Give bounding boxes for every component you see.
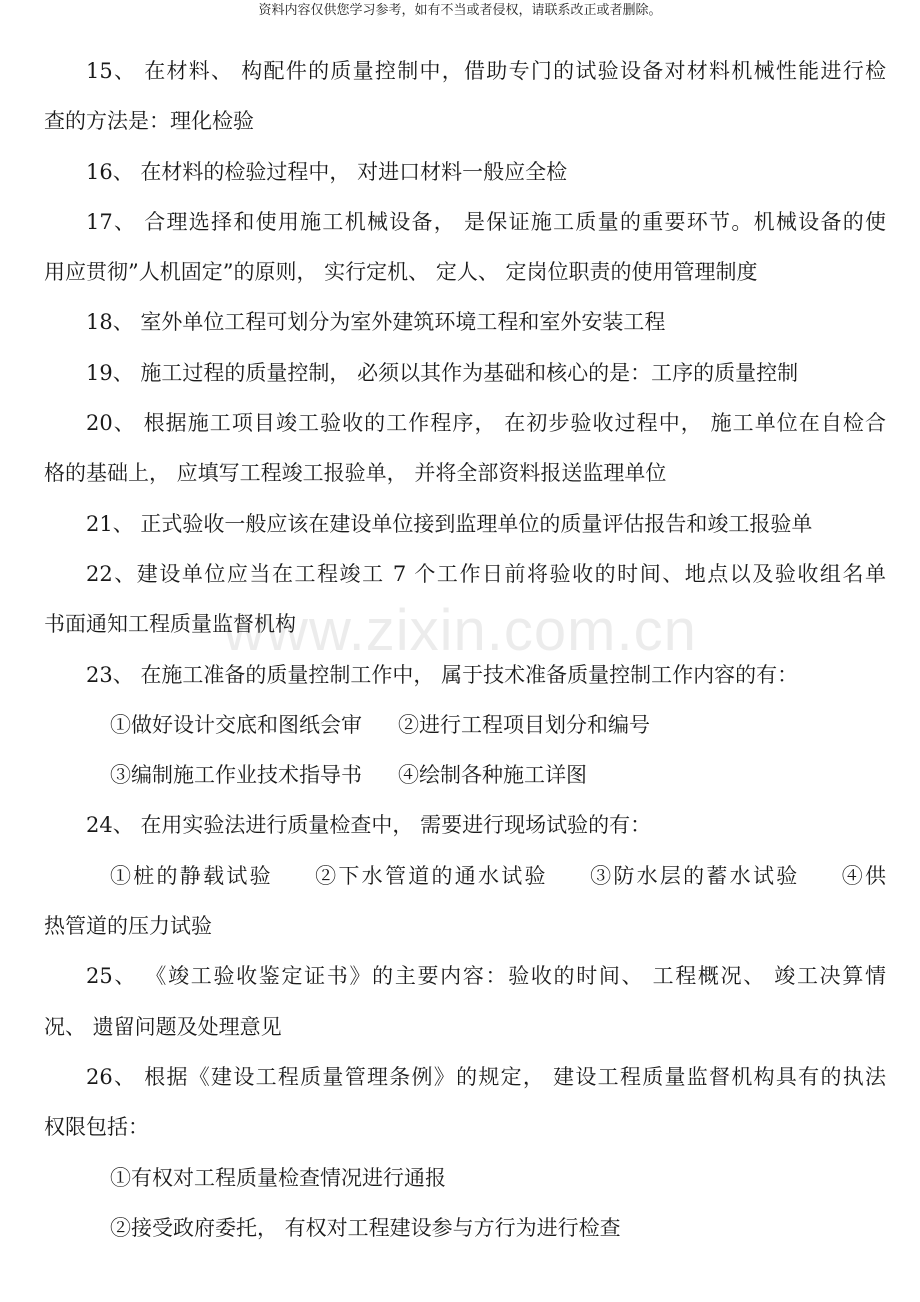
- option-24-3: ③防水层的蓄水试验: [587, 863, 800, 888]
- item-19: 19、 施工过程的质量控制， 必须以其作为基础和核心的是：工序的质量控制: [86, 360, 799, 385]
- item-24-options-row: [44, 851, 886, 901]
- option-23-2: ②进行工程项目划分和编号: [398, 712, 650, 737]
- option-23-3: ③编制施工作业技术指导书: [110, 763, 362, 788]
- item-23: 23、 在施工准备的质量控制工作中， 属于技术准备质量控制工作内容的有：: [86, 662, 799, 687]
- item-24-continuation: 热管道的压力试验: [44, 914, 212, 939]
- option-24-1: ①桩的静载试验: [110, 863, 273, 888]
- option-23-1: ①做好设计交底和图纸会审: [110, 712, 362, 737]
- watermark: www.zixin.com.cn: [223, 598, 697, 663]
- item-17-line-1: 17、 合理选择和使用施工机械设备， 是保证施工质量的重要环节。机械设备的使: [86, 209, 886, 234]
- item-23-options-row-2: [44, 750, 886, 800]
- item-15-line-1: 15、 在材料、 构配件的质量控制中，借助专门的试验设备对材料机械性能进行检: [86, 59, 886, 83]
- option-23-4: ④绘制各种施工详图: [398, 763, 587, 788]
- item-20-line-2: 格的基础上， 应填写工程竣工报验单， 并将全部资料报送监理单位: [44, 461, 667, 486]
- document-body: [44, 46, 886, 1253]
- item-22-line-2: 书面通知工程质量监督机构: [44, 612, 296, 637]
- option-24-4: ④供: [839, 863, 886, 888]
- item-20-line-1: 20、 根据施工项目竣工验收的工作程序， 在初步验收过程中， 施工单位在自检合: [86, 411, 886, 436]
- item-26-option-2: ②接受政府委托， 有权对工程建设参与方行为进行检查: [110, 1215, 621, 1240]
- item-15-line-2: 查的方法是：理化检验: [44, 109, 254, 134]
- item-22-line-1: 22、建设单位应当在工程竣工 7 个工作日前将验收的时间、地点以及验收组名单: [86, 561, 886, 586]
- item-26-option-1: ①有权对工程质量检查情况进行通报: [110, 1165, 446, 1190]
- item-21: 21、 正式验收一般应该在建设单位接到监理单位的质量评估报告和竣工报验单: [86, 511, 813, 536]
- header-note: 资料内容仅供您学习参考，如有不当或者侵权，请联系改正或者删除。: [258, 3, 662, 18]
- item-24: 24、 在用实验法进行质量检查中， 需要进行现场试验的有：: [86, 813, 652, 838]
- item-25-line-1: 25、 《竣工验收鉴定证书》的主要内容：验收的时间、 工程概况、 竣工决算情: [86, 964, 886, 989]
- option-24-2: ②下水管道的通水试验: [312, 863, 548, 888]
- item-16: 16、 在材料的检验过程中， 对进口材料一般应全检: [86, 159, 568, 184]
- item-18: 18、 室外单位工程可划分为室外建筑环境工程和室外安装工程: [86, 310, 666, 335]
- item-17-line-2: 用应贯彻”人机固定”的原则， 实行定机、 定人、 定岗位职责的使用管理制度: [44, 260, 758, 285]
- item-26-line-2: 权限包括：: [44, 1115, 149, 1140]
- item-23-options-row-1: [44, 700, 886, 750]
- item-25-line-2: 况、 遗留问题及处理意见: [44, 1014, 282, 1039]
- item-26-line-1: 26、 根据《建设工程质量管理条例》的规定， 建设工程质量监督机构具有的执法: [86, 1064, 886, 1089]
